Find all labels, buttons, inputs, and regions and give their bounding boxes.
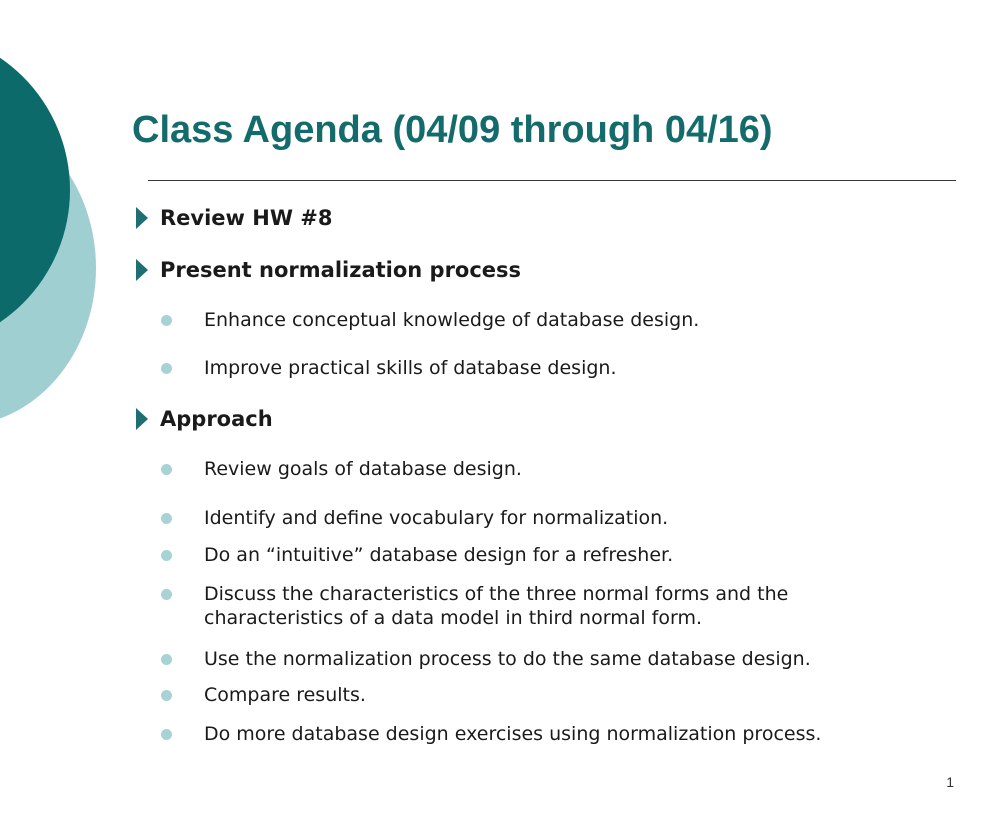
triangle-bullet-icon xyxy=(136,207,148,229)
sub-bullet-text: Discuss the characteristics of the three normal forms and the characteristics of a data model in third normal form. xyxy=(204,583,789,629)
circle-bullet-icon xyxy=(161,589,172,600)
sub-bullet-text: Improve practical skills of database design. xyxy=(204,357,617,379)
sub-bullet-text: Use the normalization process to do the same database design. xyxy=(204,648,811,670)
slide-title: Class Agenda (04/09 through 04/16) xyxy=(132,109,773,151)
bullet-label: Present normalization process xyxy=(160,258,522,282)
circle-bullet-icon xyxy=(161,513,172,524)
sub-bullet-text: Identify and define vocabulary for normalization. xyxy=(204,507,669,529)
sub-bullet-text: Enhance conceptual knowledge of database design. xyxy=(204,309,700,331)
circle-bullet-icon xyxy=(161,690,172,701)
title-divider xyxy=(148,180,956,181)
circle-bullet-icon xyxy=(161,550,172,561)
circle-bullet-icon xyxy=(161,363,172,374)
sub-bullet-text: Compare results. xyxy=(204,684,366,706)
page-number: 1 xyxy=(946,774,954,790)
sub-bullet-text: Review goals of database design. xyxy=(204,458,522,480)
sub-bullet-text: Do more database design exercises using normalization process. xyxy=(204,723,822,745)
circle-bullet-icon xyxy=(161,315,172,326)
triangle-bullet-icon xyxy=(136,259,148,281)
bullet-label: Approach xyxy=(160,407,273,431)
circle-bullet-icon xyxy=(161,654,172,665)
sub-bullet-text: Do an “intuitive” database design for a refresher. xyxy=(204,544,674,566)
triangle-bullet-icon xyxy=(136,408,148,430)
bullet-label: Review HW #8 xyxy=(160,206,333,230)
circle-bullet-icon xyxy=(161,729,172,740)
circle-bullet-icon xyxy=(161,464,172,475)
